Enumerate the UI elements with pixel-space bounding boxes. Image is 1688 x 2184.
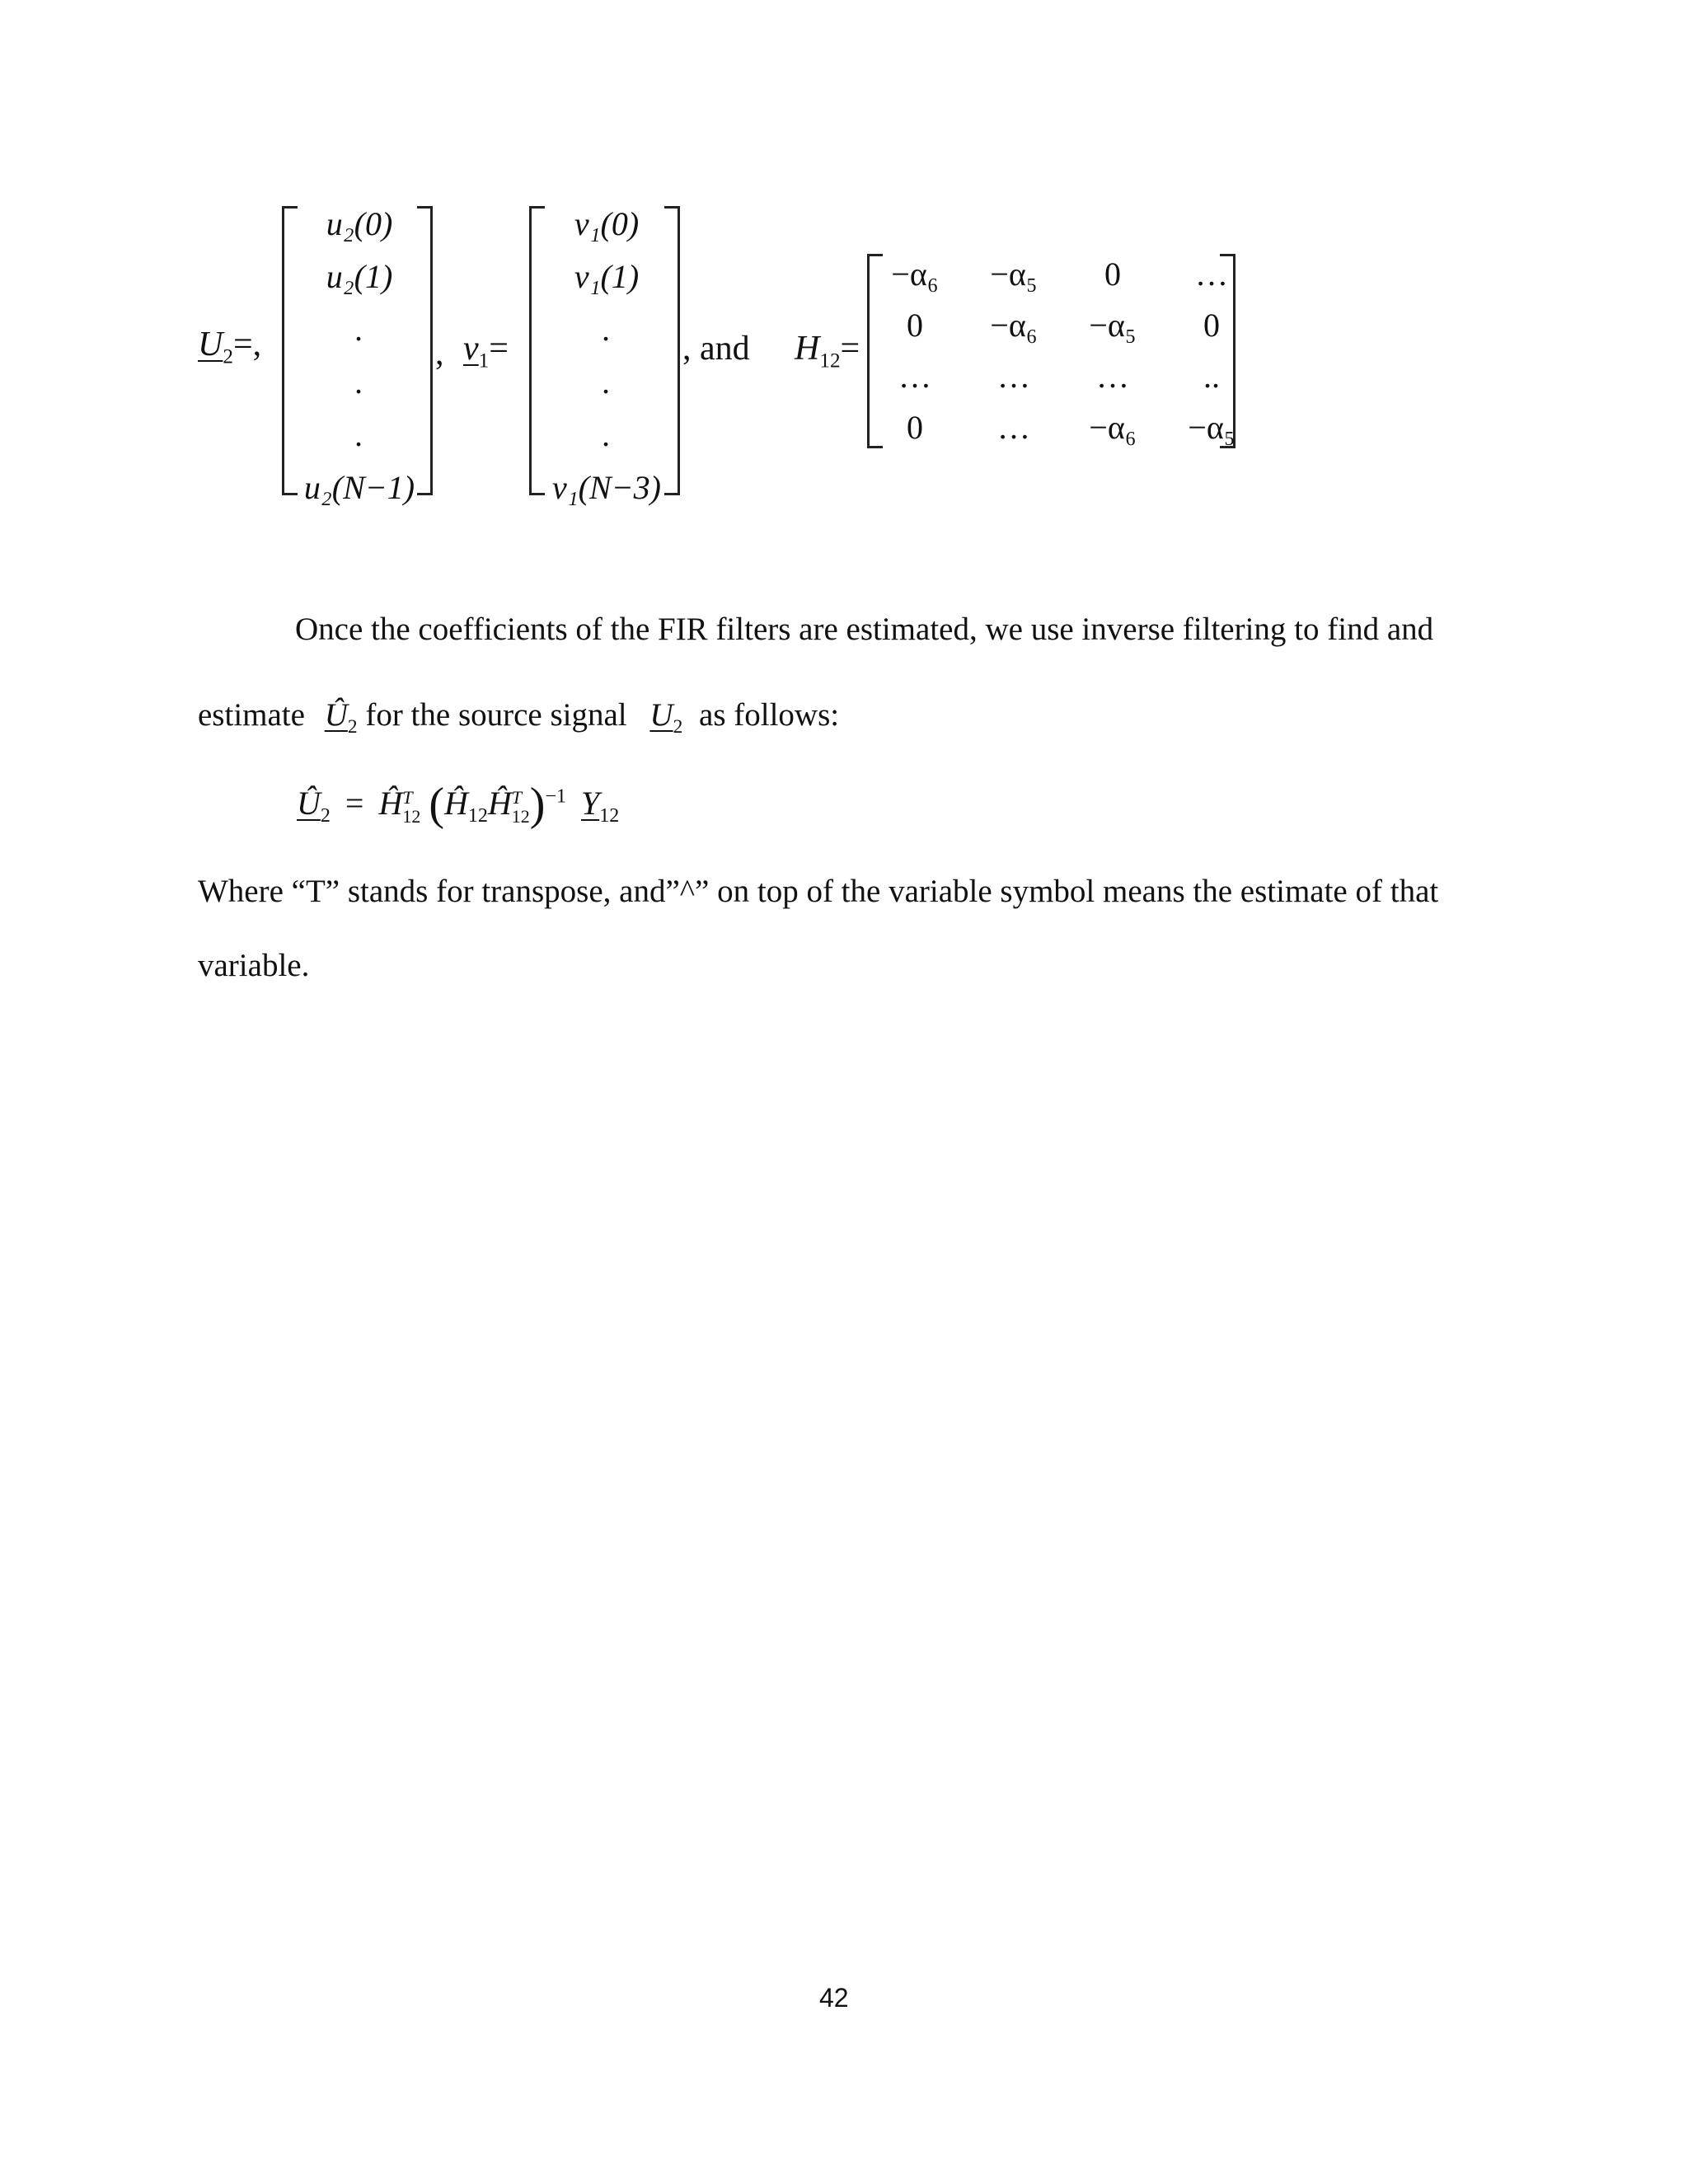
u-symbol-inline: U [649,697,673,733]
formula-h3-sup: T [511,786,523,808]
u-sub-inline: 2 [673,715,683,738]
v-vector-entries [537,198,676,514]
h-matrix-label [795,331,860,372]
u-entry: u₂(0) [326,205,393,242]
paragraph-1-line-1: Once the coefficients of the FIR filters are estimated, we use inverse filtering to find and [295,612,1434,647]
formula-h1-scripts [402,788,420,826]
v-entry: v₁(N−3) [552,469,661,506]
formula-h1-sub: 12 [402,805,421,827]
formula-close-paren: ) [529,779,546,830]
text-estimate: estimate [198,697,305,733]
v-entry: v₁(0) [574,205,640,242]
inverse-filter-formula [297,778,619,831]
v-entry: . [603,416,611,453]
u-entry: . [355,363,363,401]
h-cell: −α₆ [891,255,939,293]
h-cell: −α₅ [990,255,1038,293]
v-symbol: v [463,330,479,368]
h-cell: −α₅ [1188,409,1236,446]
u-entry: u₂(1) [326,258,393,295]
h-sub: 12 [819,349,841,373]
h-cell: .. [1203,358,1220,395]
h-cell: … [1096,358,1129,395]
u-eq: =, [232,326,262,363]
h-eq: = [840,330,860,368]
u-symbol: U [198,326,223,363]
h-symbol: H [795,330,820,368]
formula-u-sub: 2 [320,805,331,827]
formula-u-hat: Û [297,785,321,822]
v-sub: 1 [478,349,490,373]
u-hat-sub: 2 [347,715,358,738]
matrix-definitions [0,0,1688,527]
and-text: , and [682,330,750,368]
formula-h3-scripts [512,788,530,826]
u-hat-symbol: Û [324,697,348,733]
page-number: 42 [819,1983,849,2013]
formula-open-paren: ( [429,779,444,830]
formula-h-hat-3: Ĥ [487,785,512,822]
formula-y: Y [580,785,600,822]
formula-h3-sub: 12 [511,805,530,827]
text-source-signal: for the source signal [365,697,627,733]
v-entry: v₁(1) [574,258,640,295]
h-cell: −α₆ [990,307,1038,344]
paragraph-2-line-2: variable. [198,948,310,983]
paragraph-2-line-1: Where “T” stands for transpose, and”^” on top of the variable symbol means the estimate of that [198,874,1439,909]
formula-inverse-exponent: −1 [545,785,566,808]
v-eq: = [489,330,509,368]
h-cell: 0 [1203,307,1220,344]
u-vector-entries [290,198,429,514]
h-cell: 0 [907,409,923,446]
formula-h-hat-2: Ĥ [444,785,468,822]
v-entry: . [603,363,611,401]
formula-h2-sub: 12 [467,805,488,827]
formula-h-hat-1: Ĥ [378,785,403,822]
h-cell: −α₆ [1089,409,1137,446]
formula-y-sub: 12 [599,805,620,827]
v-vector-label [463,331,509,372]
u-entry: u₂(N−1) [303,469,415,506]
h-cell: 0 [1104,255,1121,293]
u-vector-label [198,327,261,368]
h-cell: … [898,358,931,395]
h-cell: … [997,409,1030,446]
v-entry: . [603,311,611,348]
formula-h1-sup: T [402,786,413,808]
h-cell: 0 [907,307,923,344]
h-matrix-entries [865,249,1261,453]
paragraph-1-line-2 [198,699,839,737]
separator-comma: , [435,335,444,373]
formula-equals: = [345,785,364,822]
h-cell: … [997,358,1030,395]
h-cell: … [1195,255,1228,293]
text-as-follows: as follows: [699,697,840,733]
h-cell: −α₅ [1089,307,1137,344]
u-entry: . [355,311,363,348]
u-entry: . [355,416,363,453]
u-sub: 2 [223,345,233,368]
